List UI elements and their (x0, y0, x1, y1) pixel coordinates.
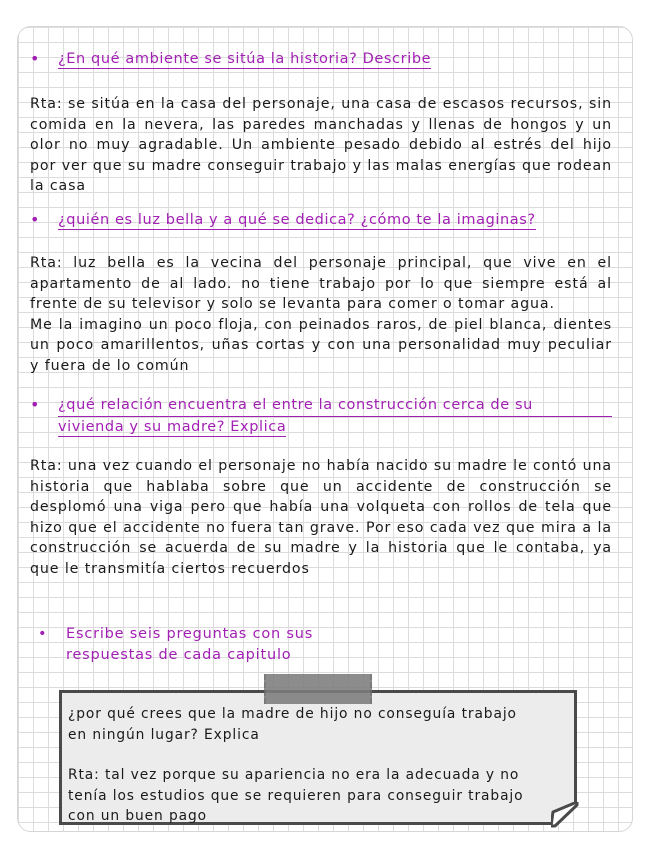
bullet-dot: • (30, 210, 41, 229)
answer-2 (30, 253, 612, 376)
question-1 (30, 49, 431, 69)
question-1-text: ¿En qué ambiente se sitúa la historia? Describe (58, 51, 432, 67)
assignment-line-1: Escribe seis preguntas con sus (66, 626, 314, 642)
note-answer-line-1: Rta: tal vez porque su apariencia no era la adecuada y no (68, 767, 520, 783)
answer-1 (30, 94, 612, 197)
note-question-line-1: ¿por qué crees que la madre de hijo no conseguía trabajo (68, 706, 517, 722)
answer-1-text: Rta: se sitúa en la casa del personaje, una casa de escasos recursos, sin comida en la nevera, las paredes manchadas y llenas de hongos y un olor no muy agradable. Un ambiente pesado debido al estrés del hijo por ver que su madre conseguir trabajo y las malas energías que rodean la casa (30, 96, 612, 194)
note-answer-line-2: tenía los estudios que se requieren para conseguir trabajo (68, 787, 524, 804)
bullet-dot: • (30, 395, 41, 414)
note-answer-line-3: con un buen pago (68, 808, 207, 824)
question-2 (30, 210, 536, 230)
note-content (68, 704, 558, 827)
assignment-line-2: respuestas de cada capitulo (66, 646, 292, 663)
question-3-text-line2: vivienda y su madre? Explica (58, 419, 287, 435)
question-3-text-line1: ¿qué relación encuentra el entre la construcción cerca de su (58, 395, 612, 417)
question-3 (30, 395, 612, 437)
answer-2-text: Rta: luz bella es la vecina del personaje principal, que vive en el apartamento de al lado. no tiene trabajo por lo que siempre está al frente de su televisor y solo se levanta para comer o tomar agua. (30, 255, 612, 312)
question-2-text: ¿quién es luz bella y a qué se dedica? ¿cómo te la imaginas? (58, 212, 536, 228)
note-question-line-2: en ningún lugar? Explica (68, 726, 260, 743)
assignment-instruction (38, 624, 313, 665)
bullet-dot: • (30, 49, 41, 68)
bullet-dot: • (38, 626, 48, 642)
answer-3-text: Rta: una vez cuando el personaje no había nacido su madre le contó una historia que hablaba sobre que un accidente de construcción se desplomó una viga pero que había una volqueta con rollos de tela que hizo que el accidente no fuera tan grave. Por eso cada vez que mira a la construcción se acuerda de su madre y la historia que le contaba, ya que le transmitía ciertos recuerdos (30, 458, 612, 577)
answer-3 (30, 456, 612, 579)
tape-strip (264, 674, 372, 704)
answer-2-text-continued: Me la imagino un poco floja, con peinados raros, de piel blanca, dientes un poco amarillentos, uñas cortas y con una personalidad muy peculiar y fuera de lo común (30, 316, 612, 374)
